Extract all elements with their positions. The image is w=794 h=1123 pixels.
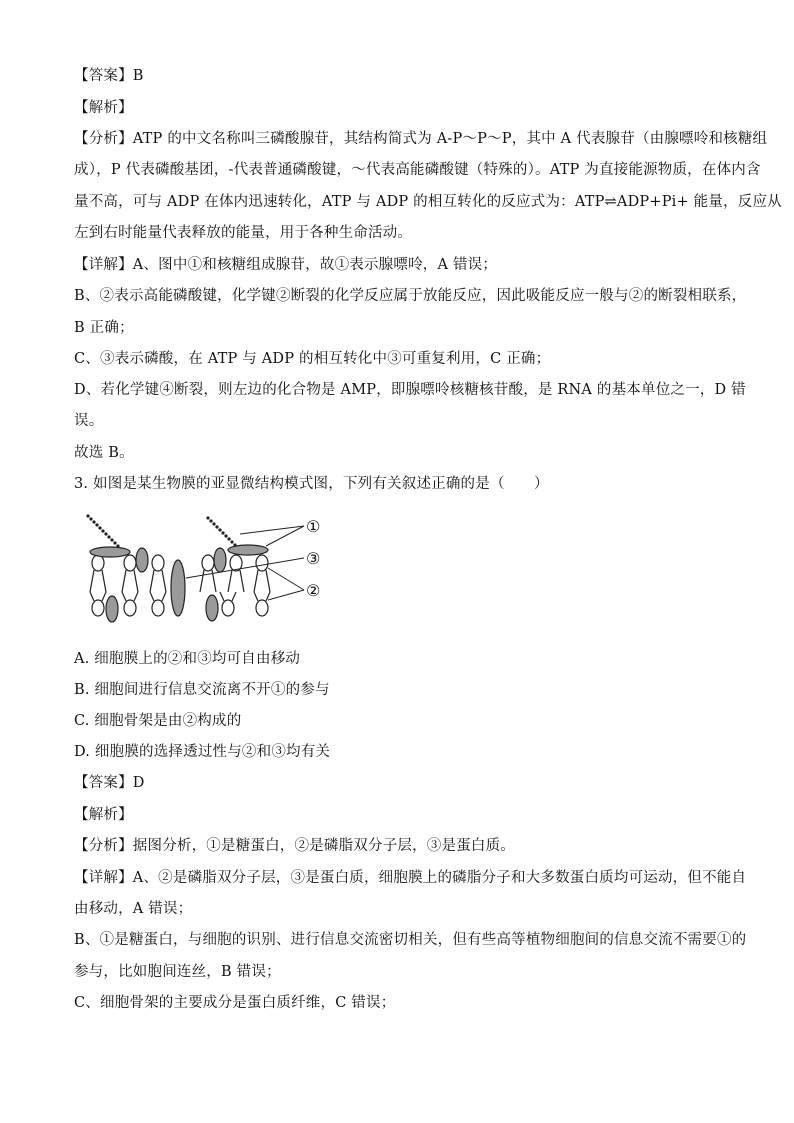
text-line: B、②表示高能磷酸键，化学键②断裂的化学反应属于放能反应，因此吸能反应一般与②的断裂相联系， — [74, 288, 747, 304]
label-2: ② — [306, 581, 321, 600]
glycoprotein-left — [90, 547, 130, 557]
glycoprotein-chain-left — [86, 514, 119, 547]
answer-line: 【答案】B — [74, 68, 144, 84]
text-line: 【详解】A、②是磷脂双分子层，③是蛋白质，细胞膜上的磷脂分子和大多数蛋白质均可运动，但不能自 — [74, 870, 747, 886]
membrane-diagram — [78, 508, 338, 628]
text-line: 【分析】ATP 的中文名称叫三磷酸腺苷，其结构简式为 A-P～P～P，其中 A 代表腺苷（由腺嘌呤和核糖组 — [74, 131, 768, 147]
label-1: ① — [306, 517, 321, 536]
text-line: 【详解】A、图中①和核糖组成腺苷，故①表示腺嘌呤，A 错误； — [74, 257, 498, 273]
text-line: 成），P 代表磷酸基团，-代表普通磷酸键，～代表高能磷酸键（特殊的）。ATP 为直接能源物质，在体内含 — [74, 162, 761, 178]
option-c: C. 细胞骨架是由②构成的 — [74, 713, 242, 729]
option-a: A. 细胞膜上的②和③均可自由移动 — [74, 651, 301, 667]
question-stem: 3. 如图是某生物膜的亚显微结构模式图，下列有关叙述正确的是（ ） — [74, 476, 549, 492]
answer-line: 【答案】D — [74, 775, 145, 791]
text-line: 参与，比如胞间连丝，B 错误； — [74, 964, 281, 980]
text-line: 【分析】据图分析，①是糖蛋白，②是磷脂双分子层，③是蛋白质。 — [74, 838, 515, 854]
text-line: C、细胞骨架的主要成分是蛋白质纤维，C 错误； — [74, 995, 396, 1011]
text-line: 左到右时能量代表释放的能量，用于各种生命活动。 — [74, 225, 413, 241]
analysis-heading: 【解析】 — [74, 807, 133, 823]
label-3: ③ — [306, 549, 321, 568]
text-line: B、①是糖蛋白，与细胞的识别、进行信息交流密切相关，但有些高等植物细胞间的信息交流不需要①的 — [74, 932, 747, 948]
text-line: 故选 B。 — [74, 445, 134, 461]
text-line: B 正确； — [74, 320, 134, 336]
option-b: B. 细胞间进行信息交流离不开①的参与 — [74, 682, 330, 698]
text-line: 量不高，可与 ADP 在体内迅速转化，ATP 与 ADP 的相互转化的反应式为：ATP⇌ADP+Pi+ 能量，反应从 — [74, 194, 782, 210]
protein-shapes — [90, 545, 268, 622]
glycoprotein-right — [228, 545, 268, 555]
transmembrane-protein — [171, 560, 185, 616]
text-line: 由移动，A 错误； — [74, 901, 193, 917]
text-line: C、③表示磷酸，在 ATP 与 ADP 的相互转化中③可重复利用，C 正确； — [74, 351, 551, 367]
glycoprotein-chain-right — [206, 516, 239, 549]
analysis-heading: 【解析】 — [74, 100, 133, 116]
text-line: D、若化学键④断裂，则左边的化合物是 AMP，即腺嘌呤核糖核苷酸，是 RNA 的基本单位之一，D 错 — [74, 382, 746, 398]
option-d: D. 细胞膜的选择透过性与②和③均有关 — [74, 744, 331, 760]
text-line: 误。 — [74, 413, 104, 429]
